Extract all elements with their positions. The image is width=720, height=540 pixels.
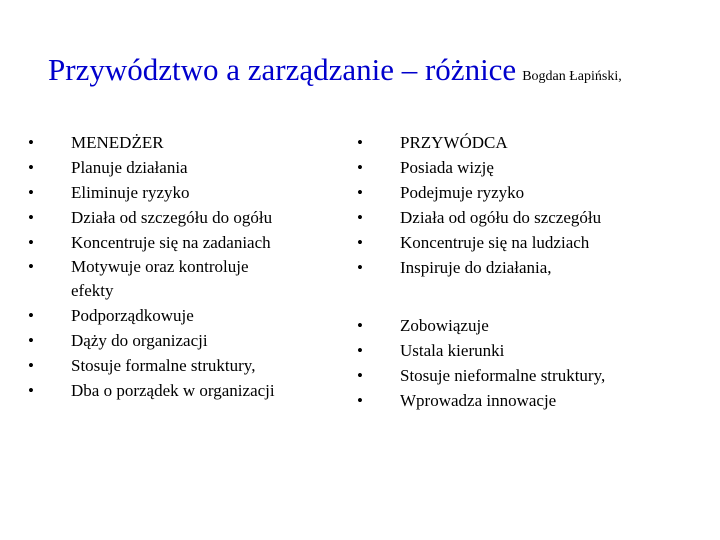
bullet-icon bbox=[28, 328, 71, 353]
bullet-icon bbox=[357, 230, 400, 255]
list-item: • Planuje działania bbox=[28, 155, 348, 180]
bullet-icon bbox=[357, 205, 400, 230]
list-item: • Inspiruje do działania, bbox=[357, 255, 697, 280]
list-item: • Wprowadza innowacje bbox=[357, 388, 697, 413]
bullet-icon bbox=[357, 155, 400, 180]
list-item: • MENEDŻER bbox=[28, 130, 348, 155]
list-item: • Motywuje oraz kontroluje efekty bbox=[28, 255, 281, 303]
bullet-icon bbox=[357, 255, 400, 280]
list-item: • Podporządkowuje bbox=[28, 303, 348, 328]
list-item: • Podejmuje ryzyko bbox=[357, 180, 697, 205]
bullet-icon bbox=[28, 353, 71, 378]
list-item: • Stosuje nieformalne struktury, bbox=[357, 363, 697, 388]
list-item: • Dąży do organizacji bbox=[28, 328, 348, 353]
bullet-icon bbox=[357, 363, 400, 388]
bullet-icon bbox=[28, 180, 71, 205]
title-author: Bogdan Łapiński, bbox=[522, 69, 622, 84]
list-item: • Dba o porządek w organizacji bbox=[28, 378, 348, 403]
list-item: • Działa od ogółu do szczegółu bbox=[357, 205, 697, 230]
bullet-icon bbox=[28, 130, 71, 155]
bullet-icon bbox=[357, 130, 400, 155]
list-item: • Ustala kierunki bbox=[357, 338, 697, 363]
leader-list bbox=[357, 130, 697, 280]
bullet-icon bbox=[357, 338, 400, 363]
manager-list bbox=[28, 130, 348, 403]
list-item: • Eliminuje ryzyko bbox=[28, 180, 348, 205]
bullet-icon bbox=[357, 388, 400, 413]
list-item: • Działa od szczegółu do ogółu bbox=[28, 205, 348, 230]
list-item: • Koncentruje się na zadaniach bbox=[28, 230, 348, 255]
bullet-icon bbox=[28, 378, 71, 403]
bullet-icon bbox=[28, 205, 71, 230]
slide-title bbox=[48, 52, 622, 88]
bullet-icon bbox=[28, 155, 71, 180]
list-item: • Stosuje formalne struktury, bbox=[28, 353, 348, 378]
bullet-icon bbox=[28, 303, 71, 328]
list-item: • PRZYWÓDCA bbox=[357, 130, 697, 155]
bullet-icon bbox=[28, 255, 71, 279]
list-item: • Zobowiązuje bbox=[357, 313, 697, 338]
bullet-icon bbox=[357, 180, 400, 205]
leader-list-continued bbox=[357, 313, 697, 413]
list-item: • Koncentruje się na ludziach bbox=[357, 230, 697, 255]
bullet-icon bbox=[28, 230, 71, 255]
list-item: • Posiada wizję bbox=[357, 155, 697, 180]
bullet-icon bbox=[357, 313, 400, 338]
title-main: Przywództwo a zarządzanie – różnice bbox=[48, 52, 517, 87]
